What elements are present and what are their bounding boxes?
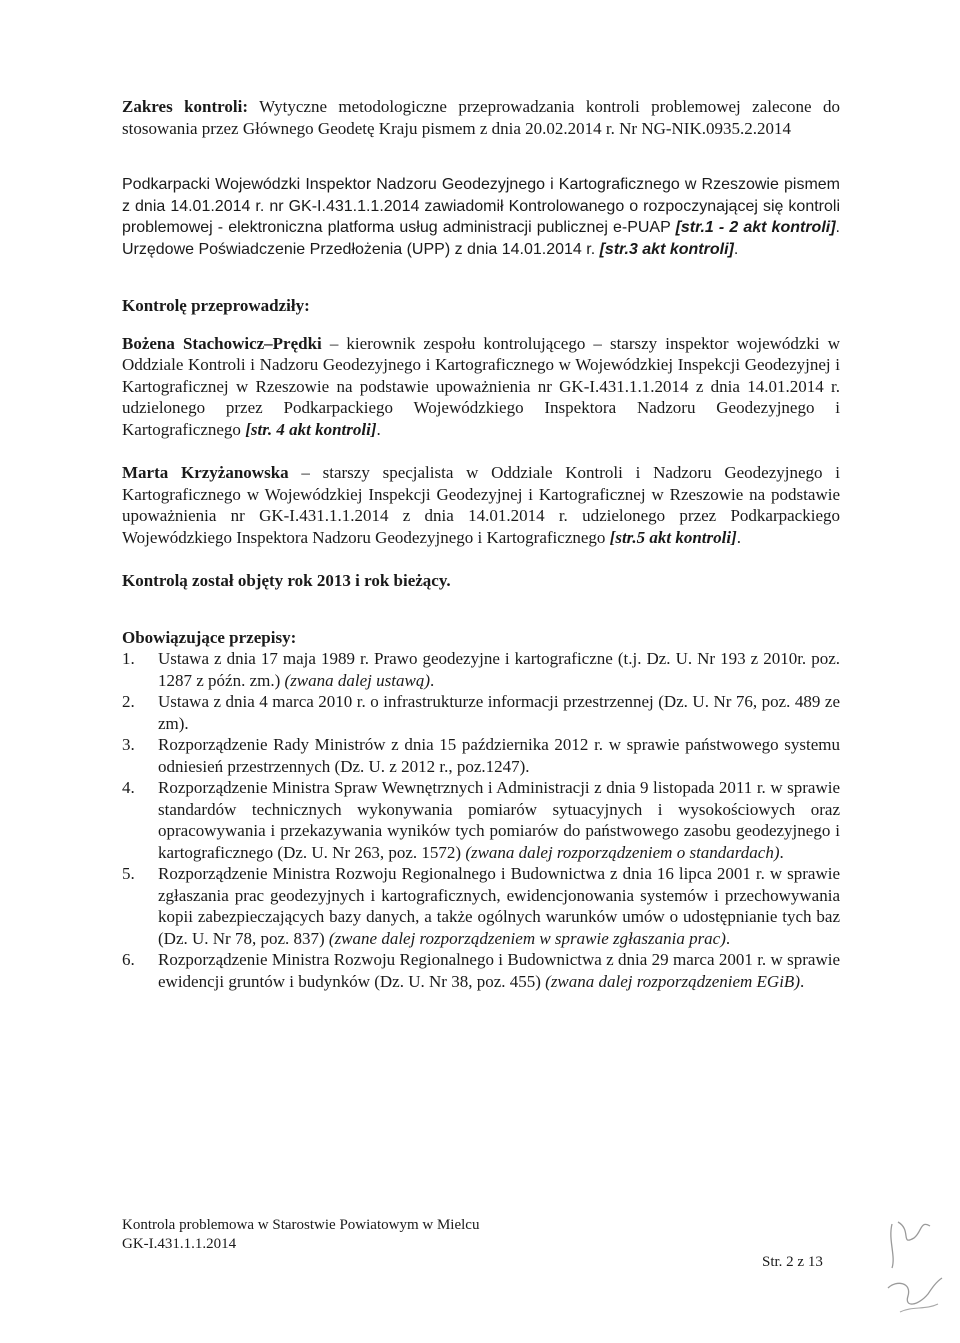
regulation-item [122,734,840,777]
scope-label: Zakres kontroli: [122,97,249,116]
regulation-item: 6. Rozporządzenie Ministra Rozwoju Regionalnego i Budownictwa z dnia 29 marca 2001 r. w sprawie ewidencji gruntów i budynków (Dz. U. Nr 38, poz. 455) (zwana dalej rozporządzeniem EGiB). [122,950,840,991]
notification-text-4: . [733,240,739,258]
regulation-text: Rozporządzenie Rady Ministrów z dnia 15 października 2012 r. w sprawie państwowego systemu odniesień przestrzennych (Dz. U. z 2012 r., poz.1247). [158,735,840,776]
regulation-text: Rozporządzenie Ministra Spraw Wewnętrznych i Administracji z dnia 9 listopada 2011 r. w sprawie standardów technicznych wykonywania pomiarów sytuacyjnych i wysokościowych oraz opracowywania i przekazywania wyników tych pomiarów do państwowego zasobu geodezyjnego i kartograficznego (Dz. U. Nr 263, poz. 1572) [158,778,840,862]
inspector-1-name: Bożena Stachowicz–Prędki [122,333,322,353]
regulation-alias: (zwana dalej ustawą) [284,670,430,690]
notification-text-1: Podkarpacki Wojewódzki Inspektor Nadzoru Geodezyjnego i Kartograficznego w Rzeszowie pismem z dnia 14.01.2014 r. nr GK-I.431.1.1.2014 [122,176,840,215]
regulation-alias: (zwana dalej rozporządzeniem EGiB) [545,971,800,991]
regulation-item [122,691,840,734]
inspector-1-text: – kierownik zespołu kontrolującego – starszy inspektor wojewódzki w Oddziale Kontroli i Nadzoru Geodezyjnego i Kartograficznego w Wojewódzkiej Inspekcji Geodezyjnej i Kartograficznej w Rzeszowie na podstawie upoważnienia nr GK-I.431.1.1.2014 z dnia 14.01.2014 r. udzielonego przez Podkarpackiego Wojewódzkiego Inspektora Nadzoru Geodezyjnego i Kartograficznego [122,333,840,439]
regulation-number: 2. [122,692,135,711]
notification-text-3: . Urzędowe Poświadczenie Przedłożenia (UPP) z dnia 14.01.2014 r. [122,219,840,258]
regulations-list [122,648,840,992]
regulation-text: Rozporządzenie Ministra Rozwoju Regionalnego i Budownictwa z dnia 16 lipca 2001 r. w sprawie zgłaszania prac geodezyjnych i kartograficznych, ewidencjonowania systemów i przechowywania kopii zabezpieczających bazy danych, a także ogólnych warunków umów o udostępnianie tych baz (Dz. U. Nr 78, poz. 837) [158,864,840,948]
inspector-2-name: Marta Krzyżanowska [122,463,289,482]
regulation-number: 3. [122,735,135,754]
inspector-1-end: . [376,419,381,439]
inspector-2-paragraph [122,462,840,548]
notification-ref-1: [str.1 - 2 akt kontroli] [675,219,836,236]
page-number: Str. 2 z 13 [762,1254,823,1270]
footer-title: Kontrola problemowa w Starostwie Powiatowym w Mielcu [122,1217,480,1233]
regulation-number: 1. [122,649,135,668]
notification-paragraph [122,174,840,260]
regulation-number: 4. [122,778,135,797]
inspector-1-paragraph [122,333,840,441]
notification-ref-2: [str.3 akt kontroli] [599,240,734,258]
regulation-text: Rozporządzenie Ministra Rozwoju Regionalnego i Budownictwa z dnia 29 marca 2001 r. w sprawie ewidencji gruntów i budynków (Dz. U. Nr 38, poz. 455) [158,950,840,991]
notification-text-2: zawiadomił Kontrolowanego o rozpoczynającej się kontroli problemowej - elektroniczna platforma usług administracji publicznej e-PUAP [122,197,841,236]
inspector-2-end: . [736,527,741,547]
handwritten-initials-icon [878,1210,948,1320]
inspectors-heading: Kontrolę przeprowadziły: [122,296,310,315]
document-body [122,96,840,992]
footer-reference: GK-I.431.1.1.2014 [122,1236,237,1252]
page-footer [122,1216,479,1254]
regulation-number: 6. [122,950,135,969]
regulation-item: 1. Ustawa z dnia 17 maja 1989 r. Prawo geodezyjne i kartograficzne (t.j. Dz. U. Nr 193 z 2010r. poz. 1287 z późn. zm.) (zwana dalej ustawą). [122,649,840,690]
regulations-heading: Obowiązujące przepisy: [122,627,297,647]
regulation-number: 5. [122,864,135,883]
scope-text: Wytyczne metodologiczne przeprowadzania kontroli problemowej zalecone do stosowania przez Głównego Geodetę Kraju pismem z dnia 20.02.2014 r. Nr NG-NIK.0935.2.2014 [122,97,841,138]
inspector-2-ref: [str.5 akt kontroli] [609,527,737,547]
regulation-alias: (zwane dalej rozporządzeniem w sprawie zgłaszania prac) [328,928,726,948]
scope-paragraph [122,96,840,139]
regulation-alias: (zwana dalej rozporządzeniem o standardach) [465,842,780,862]
regulation-text: Ustawa z dnia 17 maja 1989 r. Prawo geodezyjne i kartograficzne (t.j. Dz. U. Nr 193 z 2010r. poz. 1287 z późn. zm.) [158,649,840,690]
regulation-item: 4. Rozporządzenie Ministra Spraw Wewnętrznych i Administracji z dnia 9 listopada 2011 r. w sprawie standardów technicznych wykonywania pomiarów sytuacyjnych i wysokościowych oraz opracowywania i przekazywania wyników tych pomiarów do państwowego zasobu geodezyjnego i kartograficznego (Dz. U. Nr 263, poz. 1572) (zwana dalej rozporządzeniem o standardach). [122,778,840,862]
regulation-item: 5. Rozporządzenie Ministra Rozwoju Regionalnego i Budownictwa z dnia 16 lipca 2001 r. w sprawie zgłaszania prac geodezyjnych i kartograficznych, ewidencjonowania systemów i przechowywania kopii zabezpieczających bazy danych, a także ogólnych warunków umów o udostępnianie tych baz (Dz. U. Nr 78, poz. 837) (zwane dalej rozporządzeniem w sprawie zgłaszania prac). [122,864,840,948]
inspector-1-ref: [str. 4 akt kontroli] [245,419,377,439]
period-statement: Kontrolą został objęty rok 2013 i rok bieżący. [122,571,451,590]
inspector-2-text: – starszy specjalista w Oddziale Kontroli i Nadzoru Geodezyjnego i Kartograficznego w Wojewódzkiej Inspekcji Geodezyjnej i Kartograficznej w Rzeszowie na podstawie upoważnienia nr GK-I.431.1.1.2014 z dnia 14.01.2014 r. udzielonego przez Podkarpackiego Wojewódzkiego Inspektora Nadzoru Geodezyjnego i Kartograficznego [122,463,840,547]
regulation-text: Ustawa z dnia 4 marca 2010 r. o infrastrukturze informacji przestrzennej (Dz. U. Nr 76, poz. 489 ze zm). [158,692,840,733]
